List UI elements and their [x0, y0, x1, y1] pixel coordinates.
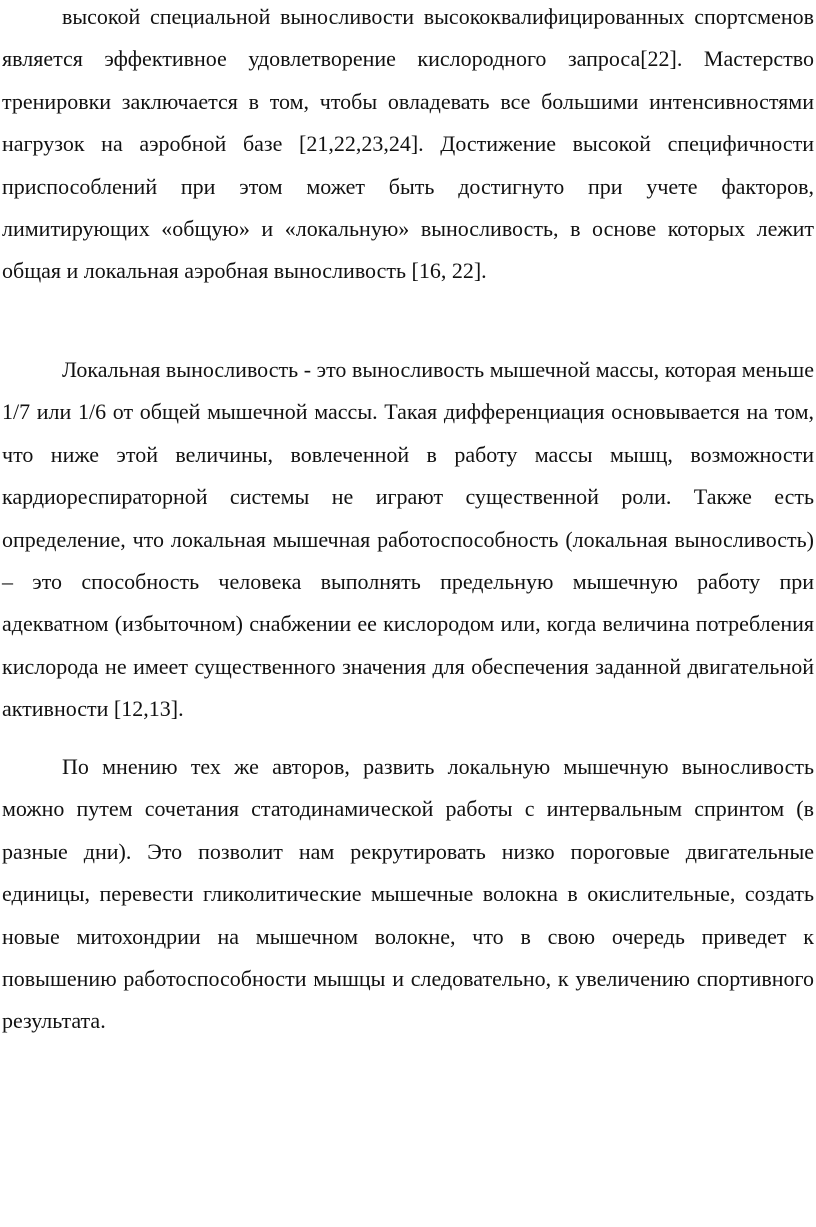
- paragraph-aerobic-endurance: высокой специальной выносливости высококвалифицированных спортсменов является эффективное удовлетворение кислородного запроса[22]. Мастерство тренировки заключается в том, чтобы овладевать все большими интенсивностями нагрузок на аэробной базе [21,22,23,24]. Достижение высокой специфичности приспособлений при этом может быть достигнуто при учете факторов, лимитирующих «общую» и «локальную» выносливость, в основе которых лежит общая и локальная аэробная выносливость [16, 22].: [2, 4, 814, 284]
- paragraph-local-endurance-definition: Локальная выносливость - это выносливость мышечной массы, которая меньше 1/7 или 1/6 от общей мышечной массы. Такая дифференциация основывается на том, что ниже этой величины, вовлеченной в работу массы мышц, возможности кардиореспираторной системы не играют существенной роли. Также есть определение, что локальная мышечная работоспособность (локальная выносливость) – это способность человека выполнять предельную мышечную работу при адекватном (избыточном) снабжении ее кислородом или, когда величина потребления кислорода не имеет существенного значения для обеспечения заданной двигательной активности [12,13].: [2, 357, 814, 722]
- paragraph-local-endurance-development: По мнению тех же авторов, развить локальную мышечную выносливость можно путем сочетания статодинамической работы с интервальным спринтом (в разные дни). Это позволит нам рекрутировать низко пороговые двигательные единицы, перевести гликолитические мышечные волокна в окислительные, создать новые митохондрии на мышечном волокне, что в свою очередь приведет к повышению работоспособности мышцы и следовательно, к увеличению спортивного результата.: [2, 754, 814, 1034]
